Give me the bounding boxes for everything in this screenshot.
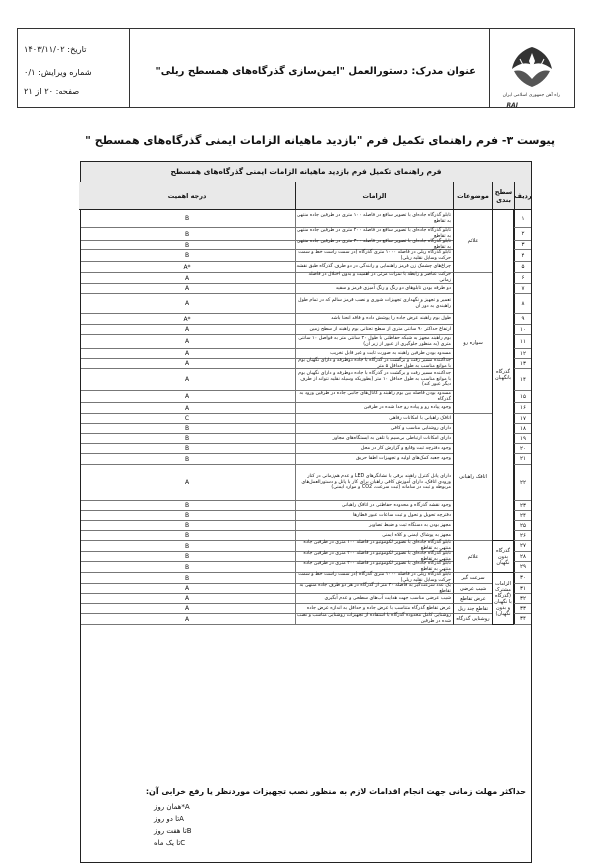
deadline-option-astar: A*همان روز <box>154 803 190 811</box>
deadline-legend <box>80 779 532 847</box>
row-number: ۳۳ <box>514 604 531 613</box>
row-importance: A <box>184 595 190 602</box>
document-header <box>17 28 575 108</box>
row-number: ۴ <box>514 250 531 261</box>
organization-logo <box>489 29 574 107</box>
row-requirement: تابلو گذرگاه ریلی در فاصله ۱۰۰۰ متری گذرگاه (در سمت راست خط و سمت حرکت وسایل نقلیه ریلی) <box>295 250 453 261</box>
row-number: ۳۱ <box>514 584 531 593</box>
row-requirement: یک عدد سرعت‌گیر به فاصله ۳۰ متر از گذرگاه در هر دو طرف جاده منتهی به تقاطع <box>295 584 453 593</box>
topic-group: اتاقک راهبانی <box>453 414 492 541</box>
row-number: ۳۲ <box>514 594 531 603</box>
date-line: تاریخ: ۱۴۰۳/۱۱/۰۲ <box>24 44 87 54</box>
topic-group: شیب عرضی <box>453 584 492 594</box>
inspection-guide-table <box>80 161 532 863</box>
row-number: ۳۰ <box>514 573 531 583</box>
row-requirement: وجود پیاده رو و پیاده رو جدا شده در طرفین <box>295 403 453 413</box>
header-requirement: الزامات <box>295 182 453 210</box>
row-requirement: چراغ‌های چشمک زن قرمز راهنمایی و رانندگی در دو طرف گذرگاه طبق نقشه <box>295 262 453 272</box>
row-number: ۱۷ <box>514 414 531 423</box>
row-requirement: مجهز به پوشاک ایمنی و کلاه ایمنی <box>295 531 453 540</box>
row-importance: A <box>184 376 190 383</box>
row-requirement: دارای پانل کنترل راهبند برقی با نشانگرهای LED و عدم هم‌زمانی در کنار ورودی اتاقک، دارای آموزش کافی راهبان برای کار با پانل و دستورالعمل‌های مربوطه و ثبت در سامانه (ثبت سرعت، CO2 و موارد ایمنی) <box>295 465 453 500</box>
document-title: عنوان مدرک: دستورالعمل "ایمن‌سازی گذرگاه‌های همسطح ریلی" <box>155 66 476 77</box>
row-number: ۲ <box>514 228 531 240</box>
level-group: الزامات مشترک (گذرگاه با نگهبان و بدون نگهبان) <box>492 573 514 625</box>
row-requirement: تابلو گذرگاه جاده‌ای با تصویر لکوموتیو در فاصله ۱۰۰ متری در طرفین جاده منتهی به تقاطع <box>295 541 453 551</box>
row-requirement: حرکت عناصر و رابطه با نمرات مرئی در اهمیت و بدون اختلال در فاصله زمانی <box>295 273 453 283</box>
row-importance: B <box>184 435 190 442</box>
row-number: ۱۳ <box>514 359 531 368</box>
row-number: ۲۱ <box>514 454 531 464</box>
row-requirement: دارای روشنایی مناسب و کافی <box>295 424 453 433</box>
row-number: ۶ <box>514 273 531 283</box>
row-requirement: وجود نقشه گذرگاه و محدوده حفاظتی در اتاقک راهبانی <box>295 501 453 510</box>
row-number: ۳ <box>514 241 531 249</box>
deadline-option-c: Cتا یک ماه <box>154 839 186 847</box>
row-requirement: مسدود بودن فاصله بین بوم راهبند و کانال‌های جانبی جاده در طرفین ورود به گذرگاه <box>295 391 453 402</box>
row-importance: A <box>184 300 190 307</box>
row-importance: A* <box>183 263 191 271</box>
row-importance: B <box>184 502 190 509</box>
row-importance: A <box>184 585 190 592</box>
topic-group: روشنایی گذرگاه <box>453 614 492 625</box>
table-banner: فرم راهنمای تکمیل فرم بازدید ماهیانه الزامات ایمنی گذرگاه‌های همسطح <box>81 162 531 183</box>
row-requirement: تابلو گذرگاه جاده‌ای با تصویر سافع در فاصله ۱۰۰ متری در طرفین جاده منتهی به تقاطع <box>295 210 453 227</box>
row-importance: B <box>184 252 190 259</box>
row-importance: A <box>184 350 190 357</box>
row-number: ۸ <box>514 294 531 313</box>
header-level: سطح بندی <box>492 182 514 210</box>
deadline-option-a: Aتا دو روز <box>154 815 184 823</box>
row-requirement: وجود جعبه کمک‌های اولیه و تجهیزات اطفا حریق <box>295 454 453 464</box>
annex-title: پیوست ۳- فرم راهنمای تکمیل فرم "بازدید ماهیانه الزامات ایمنی گذرگاه‌های همسطح " <box>85 134 555 147</box>
row-number: ۲۲ <box>514 465 531 500</box>
row-importance: A <box>184 338 190 345</box>
row-number: ۲۹ <box>514 562 531 572</box>
row-number: ۹ <box>514 314 531 324</box>
topic-group: تقاطع چند ریل <box>453 604 492 614</box>
topic-group: سرعت گیر <box>453 573 492 584</box>
row-requirement: اتاقک راهبانی با امکانات رفاهی <box>295 414 453 423</box>
row-importance: C <box>184 415 190 422</box>
row-importance: B <box>184 455 190 463</box>
row-number: ۷ <box>514 284 531 293</box>
row-requirement: تابلو گذرگاه جاده‌ای با تصویر سافع در فاصله ۳۰۰ متری در طرفین جاده منتهی به تقاطع <box>296 239 451 250</box>
row-requirement: دارای امکانات ارتباطی بی‌سیم یا تلفن به ایستگاه‌های مجاور <box>295 434 453 443</box>
logo-abbr: RAI <box>506 102 518 109</box>
row-requirement: دفترچه تحویل و تحول و ثبت ساعات عبور قطارها <box>295 511 453 520</box>
header-importance: درجه اهمیت <box>79 182 295 210</box>
row-requirement: جداکننده مسیر رفت و برگشت در گذرگاه با جاده دوطرفه و دارای نگهبان بوم با موانع مناسب به طول حداقل ۱۰ متر (بطوریکه وسیله نقلیه نتواند از طرف دیگر عبور کند) <box>295 369 453 390</box>
row-requirement: روشنایی کامل محدوده گذرگاه با استفاده از تجهیزات روشنایی مناسب و نصب شده در طرفین <box>296 613 451 624</box>
row-number: ۱۵ <box>514 391 531 402</box>
row-requirement: تابلو گذرگاه ریلی در فاصله ۱۰۰۰ متری گذرگاه (در سمت راست خط و سمت حرکت وسایل نقلیه ریلی) <box>295 573 453 583</box>
deadline-option-b: Bتا هفت روز <box>154 827 192 835</box>
topic-group: علائم <box>453 541 492 573</box>
row-number: ۲۸ <box>514 552 531 561</box>
header-num: ردیف <box>514 182 531 210</box>
page-line: صفحه: ۲۰ از ۲۱ <box>24 86 80 96</box>
row-number: ۲۳ <box>514 501 531 510</box>
row-number: ۲۵ <box>514 521 531 530</box>
row-importance: B <box>184 563 190 571</box>
row-importance: B <box>184 512 190 519</box>
row-number: ۱۲ <box>514 349 531 358</box>
row-importance: B <box>184 445 190 452</box>
row-number: ۵ <box>514 262 531 272</box>
row-importance: B <box>184 532 190 539</box>
row-number: ۱۶ <box>514 403 531 413</box>
row-importance: B <box>184 553 190 560</box>
row-number: ۲۰ <box>514 444 531 453</box>
row-requirement: دو طرفه بودن تابلوهای دو رنگ و رنگ آمیزی قرمز و سفید <box>295 284 453 293</box>
row-importance: A <box>184 360 190 367</box>
level-group: گذرگاه بانگهبان <box>492 210 514 541</box>
row-importance: A <box>184 326 190 333</box>
row-number: ۱۱ <box>514 335 531 348</box>
revision-line: شماره ویرایش: ۰/۱ <box>24 67 92 77</box>
row-importance: B <box>184 215 190 222</box>
row-number: ۱۹ <box>514 434 531 443</box>
row-number: ۳۴ <box>514 614 531 624</box>
row-importance: A <box>184 605 190 612</box>
row-requirement: تعمیر و تجهیز و نگهداری تجهیزات شوری و نصب قرمز سالم که در تمام طول راهبندی به دور آن <box>295 294 453 313</box>
row-requirement: تابلو گذرگاه جاده‌ای با تصویر سافع در فاصله ۲۰۰ متری در طرفین جاده منتهی به تقاطع <box>296 228 451 239</box>
logo-caption: راه آهن جمهوری اسلامی ایران <box>502 93 560 98</box>
row-requirement: بوم راهبند مجهز به شبکه حفاظتی با طول ۴۰ سانتی متر به فواصل ۱۰ سانتی متری (به منظور جلوگیری از عبور از زیر آن) <box>295 335 453 348</box>
row-importance: A <box>184 479 190 486</box>
row-requirement: مجهز بودن به دستگاه ثبت و ضبط تصاویر <box>295 521 453 530</box>
topic-group: عرض تقاطع <box>453 594 492 604</box>
row-importance: B <box>184 230 190 238</box>
row-importance: A <box>184 404 190 412</box>
row-number: ۱۴ <box>514 369 531 390</box>
row-importance: B <box>184 522 190 529</box>
row-importance: A <box>184 393 190 400</box>
row-importance: B <box>184 241 190 249</box>
row-requirement: ارتفاع حداکثر ۹۰ سانتی متری از سطح تحتانی بوم راهبند از سطح زمین <box>295 325 453 334</box>
row-number: ۱ <box>514 210 531 227</box>
row-importance: B <box>184 425 190 432</box>
document-meta <box>18 29 130 107</box>
row-number: ۱۰ <box>514 325 531 334</box>
row-importance: A <box>184 274 190 282</box>
topic-group: علائم <box>453 210 492 273</box>
header-topic: موضوعات <box>453 182 492 210</box>
deadline-title: حداکثر مهلت زمانی جهت انجام اقدامات لازم به منظور نصب تجهیزات موردنظر یا رفع خرابی آن: <box>145 787 526 796</box>
row-importance: B <box>184 542 190 550</box>
row-importance: A <box>184 615 190 623</box>
row-requirement: تابلو گذرگاه جاده‌ای با تصویر لکوموتیو در فاصله ۲۰۰ متری در طرفین جاده منتهی به تقاطع <box>295 552 453 561</box>
row-importance: B <box>184 574 190 582</box>
level-group: گذرگاه بدون نگهبان <box>492 541 514 573</box>
row-number: ۲۴ <box>514 511 531 520</box>
row-number: ۱۸ <box>514 424 531 433</box>
row-number: ۲۷ <box>514 541 531 551</box>
row-requirement: جداکننده مسیر رفت و برگشت در گذرگاه با جاده دوطرفه و دارای نگهبان بوم با موانع مناسب به طول حداقل ۵ متر <box>295 359 453 368</box>
row-number: ۲۶ <box>514 531 531 540</box>
row-importance: A* <box>183 315 191 323</box>
row-requirement: مسدود بودن طرفین راهبند به صورت ثابت و غیر قابل تخریب <box>295 349 453 358</box>
row-requirement: تابلو گذرگاه جاده‌ای با تصویر لکوموتیو در فاصله ۳۰۰ متری در طرفین جاده منتهی به تقاطع <box>295 562 453 572</box>
row-requirement: عرض تقاطع گذرگاه متناسب با عرض جاده و حداقل به اندازه عرض جاده <box>295 604 453 613</box>
row-requirement: وجود دفترچه ثبت وقایع و گزارش کار در محل <box>295 444 453 453</box>
row-importance: A <box>184 285 190 292</box>
row-requirement: طول بوم راهبند عرض جاده را پوشش داده و فاقد انحنا باشد <box>295 314 453 324</box>
topic-group: سواره رو <box>453 273 492 414</box>
row-requirement: شیب عرضی مناسب جهت هدایت آب‌های سطحی و عدم آبگیری <box>295 594 453 603</box>
